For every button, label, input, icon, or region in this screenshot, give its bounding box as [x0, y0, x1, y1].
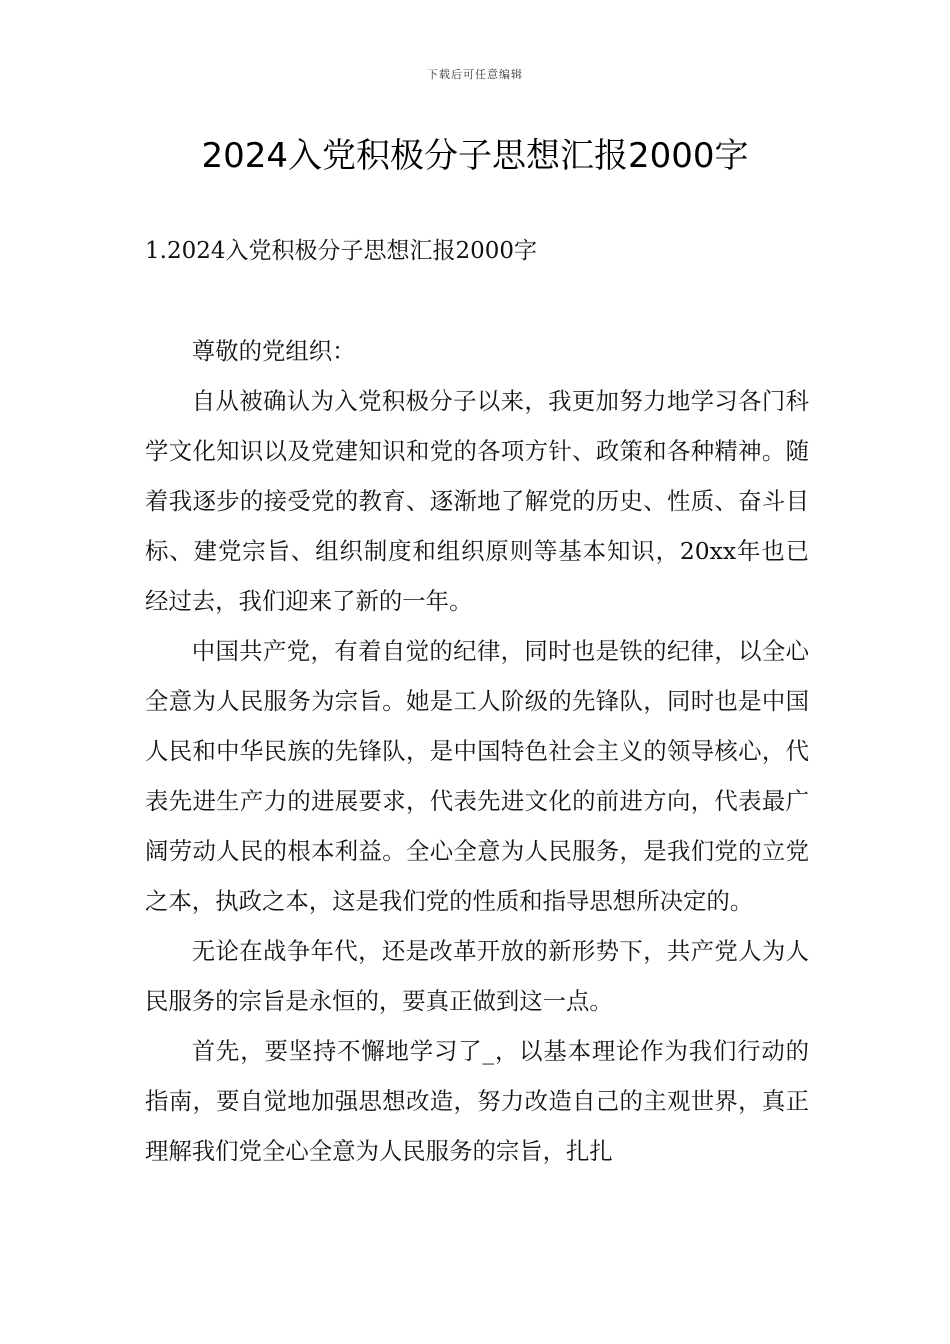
paragraph: 中国共产党，有着自觉的纪律，同时也是铁的纪律，以全心全意为人民服务为宗旨。她是工人阶级的先锋队，同时也是中国人民和中华民族的先锋队，是中国特色社会主义的领导核心，代表先进生产力的进展要求，代表先进文化的前进方向，代表最广阔劳动人民的根本利益。全心全意为人民服务，是我们党的立党之本，执政之本，这是我们党的性质和指导思想所决定的。: [145, 637, 809, 915]
paragraph: 首先，要坚持不懈地学习了_，以基本理论作为我们行动的指南，要自觉地加强思想改造，努力改造自己的主观世界，真正理解我们党全心全意为人民服务的宗旨，扎扎: [145, 1037, 809, 1165]
paragraph: 无论在战争年代，还是改革开放的新形势下，共产党人为人民服务的宗旨是永恒的，要真正做到这一点。: [145, 937, 809, 1015]
section-heading: 1.2024入党积极分子思想汇报2000字: [145, 238, 538, 264]
paragraph-salutation: 尊敬的党组织：: [191, 337, 356, 365]
paragraph: 自从被确认为入党积极分子以来，我更加努力地学习各门科学文化知识以及党建知识和党的各项方针、政策和各种精神。随着我逐步的接受党的教育、逐渐地了解党的历史、性质、奋斗目标、建党宗旨、组织制度和组织原则等基本知识，20xx年也已经过去，我们迎来了新的一年。: [145, 387, 809, 615]
header-note: 下载后可任意编辑: [427, 68, 523, 81]
document-body: [145, 326, 809, 1176]
document-title: 2024入党积极分子思想汇报2000字: [201, 136, 749, 176]
